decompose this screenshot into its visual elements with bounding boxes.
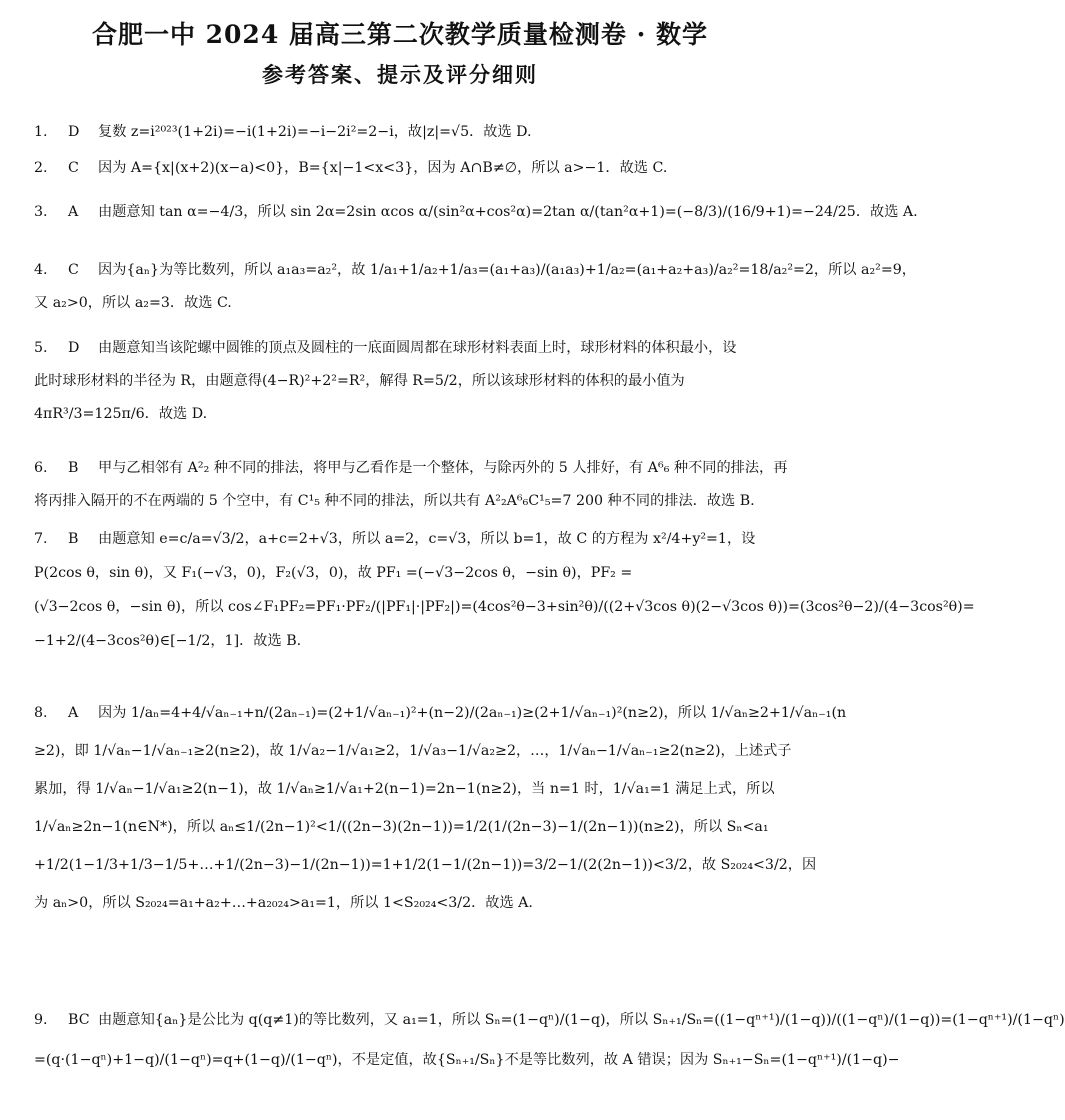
answer-line: 又 a₂>0，所以 a₂=3．故选 C. xyxy=(34,295,232,311)
answer-line: ≥2)，即 1/√aₙ−1/√aₙ₋₁≥2(n≥2)，故 1/√a₂−1/√a₁≥2，1/√a₃−1/√a₂≥2，…，1/√aₙ−1/√aₙ₋₁≥2(n≥2)，上述式子 xyxy=(34,743,792,759)
answer-line xyxy=(34,152,766,185)
item-text: 甲与乙相邻有 A²₂ 种不同的排法，将甲与乙看作是一个整体，与除丙外的 5 人排好，有 A⁶₆ 种不同的排法，再 xyxy=(98,460,788,476)
answer-line: 为 aₙ>0，所以 S₂₀₂₄=a₁+a₂+…+a₂₀₂₄>a₁=1，所以 1<S₂₀₂₄<3/2．故选 A. xyxy=(34,895,533,911)
item-text: 因为{aₙ}为等比数列，所以 a₁a₃=a₂²，故 1/a₁+1/a₂+1/a₃=(a₁+a₃)/(a₁a₃)+1/a₂=(a₁+a₂+a₃)/a₂²=18/a₂²=2，所以 a₂²=9， xyxy=(98,262,916,278)
page-title: 合肥一中 2024 届高三第二次教学质量检测卷 · 数学 xyxy=(91,20,709,49)
item-number: 8. xyxy=(34,705,48,721)
answer-line xyxy=(34,1000,1065,1040)
answer-item-5 xyxy=(34,332,766,452)
item-answer: D xyxy=(68,340,80,356)
answer-line xyxy=(34,694,847,732)
item-text: 由题意知{aₙ}是公比为 q(q≠1)的等比数列，又 a₁=1，所以 Sₙ=(1−qⁿ)/(1−q)，所以 Sₙ₊₁/Sₙ=((1−qⁿ⁺¹)/(1−q))/((1−qⁿ)/(1−q))=(1−qⁿ⁺¹)/(1−qⁿ) xyxy=(98,1012,1065,1028)
answer-line xyxy=(34,522,766,556)
item-text: 复数 z=i²⁰²³(1+2i)=−i(1+2i)=−i−2i²=2−i，故|z|=√5．故选 D. xyxy=(98,124,532,140)
item-text: 由题意知 e=c/a=√3/2，a+c=2+√3，所以 a=2，c=√3，所以 b=1，故 C 的方程为 x²/4+y²=1，设 xyxy=(98,531,756,547)
answer-line: =(q·(1−qⁿ)+1−q)/(1−qⁿ)=q+(1−q)/(1−qⁿ)，不是定值，故{Sₙ₊₁/Sₙ}不是等比数列，故 A 错误；因为 Sₙ₊₁−Sₙ=(1−qⁿ⁺¹)/(1−q)− xyxy=(34,1052,900,1068)
answer-line: 4πR³/3=125π/6．故选 D. xyxy=(34,406,208,422)
item-number: 6. xyxy=(34,460,48,476)
answer-item-7 xyxy=(34,522,975,694)
item-answer: D xyxy=(68,124,80,140)
answer-list xyxy=(34,116,1065,1120)
answer-line xyxy=(34,192,918,232)
answer-item-4 xyxy=(34,254,916,332)
answer-line xyxy=(34,116,766,149)
answer-line: 累加，得 1/√aₙ−1/√a₁≥2(n−1)，故 1/√aₙ≥1/√a₁+2(n−1)=2n−1(n≥2)，当 n=1 时，1/√a₁=1 满足上式，所以 xyxy=(34,781,775,797)
answer-item-6 xyxy=(34,452,788,522)
item-text: 因为 A={x|(x+2)(x−a)<0}，B={x|−1<x<3}，因为 A∩B≠∅，所以 a>−1．故选 C. xyxy=(98,160,668,176)
answer-line: −1+2/(4−3cos²θ)∈[−1/2，1]．故选 B. xyxy=(34,633,302,649)
answer-line: +1/2(1−1/3+1/3−1/5+…+1/(2n−3)−1/(2n−1))=1+1/2(1−1/(2n−1))=3/2−1/(2(2n−1))<3/2，故 S₂₀₂₄<3/2，因 xyxy=(34,857,817,873)
answer-item-9 xyxy=(34,1000,1065,1120)
answer-line xyxy=(34,452,788,485)
answer-line: 将丙排入隔开的不在两端的 5 个空中，有 C¹₅ 种不同的排法，所以共有 A²₂A⁶₆C¹₅=7 200 种不同的排法．故选 B. xyxy=(34,493,755,509)
item-text: 因为 1/aₙ=4+4/√aₙ₋₁+n/(2aₙ₋₁)=(2+1/√aₙ₋₁)²+(n−2)/(2aₙ₋₁)≥(2+1/√aₙ₋₁)²(n≥2)，所以 1/√aₙ≥2+1/√aₙ₋₁(n xyxy=(98,705,847,721)
item-number: 3. xyxy=(34,204,48,220)
answer-line: 此时球形材料的半径为 R，由题意得(4−R)²+2²=R²，解得 R=5/2，所以该球形材料的体积的最小值为 xyxy=(34,373,685,389)
page-subtitle: 参考答案、提示及评分细则 xyxy=(262,62,538,87)
answer-line xyxy=(34,332,766,365)
answer-line xyxy=(34,254,916,287)
item-number: 7. xyxy=(34,531,48,547)
item-number: 5. xyxy=(34,340,48,356)
item-answer: C xyxy=(68,160,79,176)
item-text: 由题意知当该陀螺中圆锥的顶点及圆柱的一底面圆周都在球形材料表面上时，球形材料的体积最小，设 xyxy=(98,340,737,356)
item-text: 由题意知 tan α=−4/3，所以 sin 2α=2sin αcos α/(sin²α+cos²α)=2tan α/(tan²α+1)=(−8/3)/(16/9+1)=−24/25．故选 A. xyxy=(98,204,918,220)
item-answer: A xyxy=(68,705,79,721)
item-number: 9. xyxy=(34,1012,48,1028)
answer-line: (√3−2cos θ，−sin θ)，所以 cos∠F₁PF₂=PF₁·PF₂/(|PF₁|·|PF₂|)=(4cos²θ−3+sin²θ)/((2+√3cos θ)(2−√3cos θ))=(3cos²θ−2)/(4−3cos²θ)= xyxy=(34,599,975,615)
item-answer: BC xyxy=(68,1012,90,1028)
item-number: 4. xyxy=(34,262,48,278)
item-answer: B xyxy=(68,531,79,547)
answer-item-1 xyxy=(34,116,766,152)
item-answer: B xyxy=(68,460,79,476)
item-number: 2. xyxy=(34,160,48,176)
answer-item-3 xyxy=(34,192,918,254)
answer-item-8 xyxy=(34,694,847,1000)
item-answer: A xyxy=(68,204,79,220)
item-number: 1. xyxy=(34,124,48,140)
answer-line: P(2cos θ，sin θ)，又 F₁(−√3，0)，F₂(√3，0)，故 PF₁ =(−√3−2cos θ，−sin θ)，PF₂ = xyxy=(34,565,633,581)
item-answer: C xyxy=(68,262,79,278)
answer-item-2 xyxy=(34,152,766,192)
answer-line: 1/√aₙ≥2n−1(n∈N*)，所以 aₙ≤1/(2n−1)²<1/((2n−3)(2n−1))=1/2(1/(2n−3)−1/(2n−1))(n≥2)，所以 Sₙ<a₁ xyxy=(34,819,769,835)
